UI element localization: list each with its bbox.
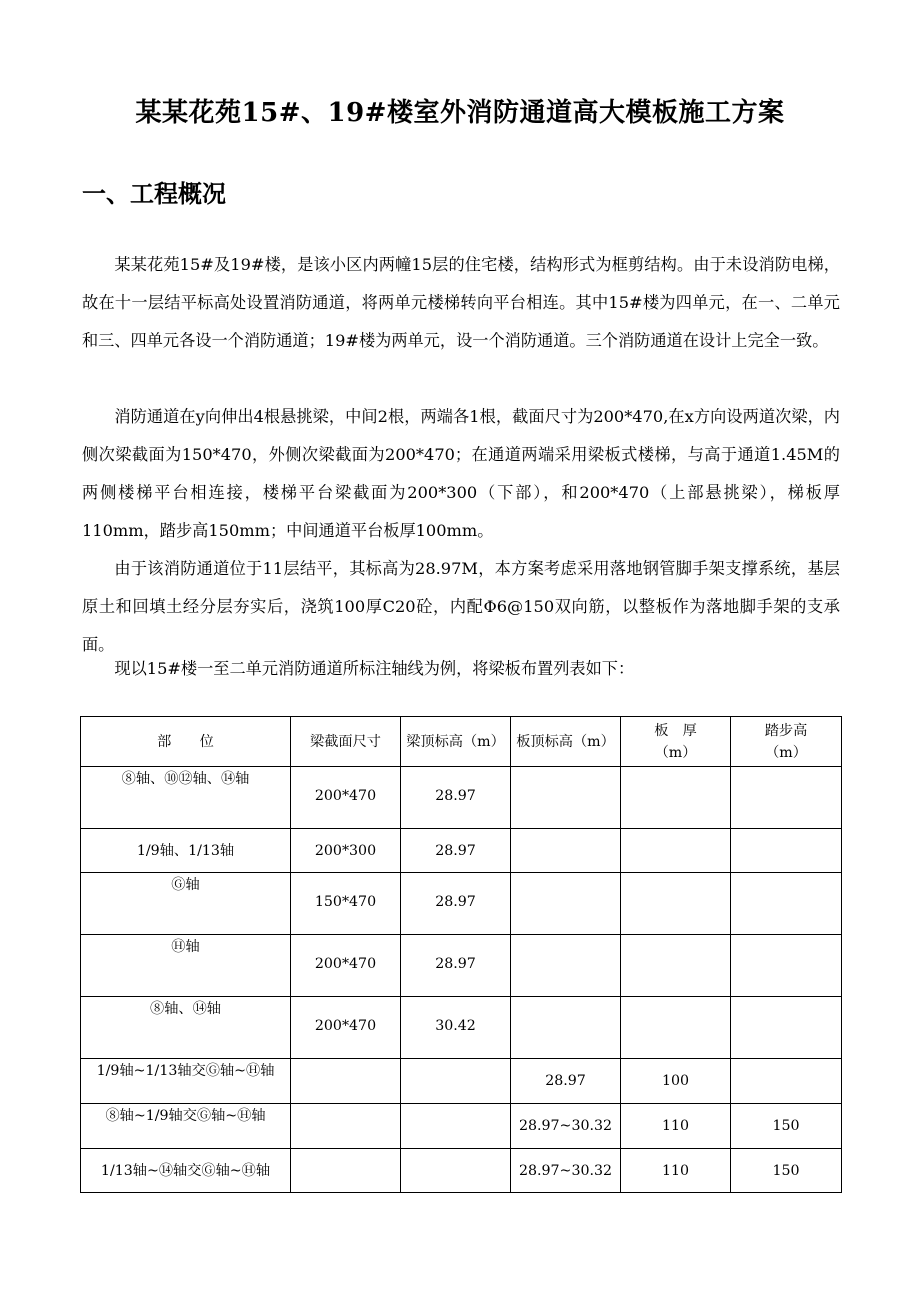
cell-step-height — [731, 767, 842, 829]
cell-location: 1/13轴~⑭轴交Ⓖ轴~Ⓗ轴 — [81, 1149, 291, 1193]
cell-slab-thickness — [621, 935, 731, 997]
header-slab-top: 板顶标高（m） — [511, 717, 621, 767]
cell-beam-section: 200*470 — [291, 767, 401, 829]
cell-slab-thickness: 110 — [621, 1149, 731, 1193]
cell-beam-section: 200*470 — [291, 935, 401, 997]
cell-location: 1/9轴、1/13轴 — [81, 829, 291, 873]
cell-beam-section: 200*300 — [291, 829, 401, 873]
beam-slab-table — [80, 716, 842, 1193]
cell-beam-top: 30.42 — [401, 997, 511, 1059]
cell-beam-top: 28.97 — [401, 767, 511, 829]
paragraph-structure: 消防通道在y向伸出4根悬挑梁，中间2根，两端各1根，截面尺寸为200*470,在x方向设两道次梁，内侧次梁截面为150*470，外侧次梁截面为200*470；在通道两端采用梁板式楼梯，与高于通道1.45M的两侧楼梯平台相连接，楼梯平台梁截面为200*300（下部），和200*470（上部悬挑梁），梯板厚110mm，踏步高150mm；中间通道平台板厚100mm。 — [82, 407, 840, 540]
cell-beam-top: 28.97 — [401, 829, 511, 873]
header-beam-top: 梁顶标高（m） — [401, 717, 511, 767]
cell-beam-section: 150*470 — [291, 873, 401, 935]
cell-slab-thickness — [621, 767, 731, 829]
table-row — [81, 1104, 842, 1149]
cell-step-height: 150 — [731, 1104, 842, 1149]
cell-beam-section: 200*470 — [291, 997, 401, 1059]
cell-location: Ⓖ轴 — [81, 873, 291, 935]
paragraph-table-intro: 现以15#楼一至二单元消防通道所标注轴线为例，将梁板布置列表如下： — [114, 659, 635, 678]
header-step-height: 踏步高 （m） — [731, 717, 842, 767]
table-row — [81, 873, 842, 935]
cell-slab-top: 28.97~30.32 — [511, 1104, 621, 1149]
cell-step-height — [731, 1059, 842, 1104]
cell-beam-section — [291, 1059, 401, 1104]
cell-beam-top: 28.97 — [401, 873, 511, 935]
paragraph-support-system: 由于该消防通道位于11层结平，其标高为28.97M，本方案考虑采用落地钢管脚手架支撑系统，基层原土和回填土经分层夯实后，浇筑100厚C20砼，内配Φ6@150双向筋，以整板作为落地脚手架的支承面。 — [82, 559, 840, 654]
cell-slab-thickness — [621, 829, 731, 873]
cell-location: ⑧轴、⑭轴 — [81, 997, 291, 1059]
cell-location: Ⓗ轴 — [81, 935, 291, 997]
cell-beam-top: 28.97 — [401, 935, 511, 997]
cell-slab-thickness: 110 — [621, 1104, 731, 1149]
table-row — [81, 829, 842, 873]
cell-slab-thickness — [621, 997, 731, 1059]
header-location: 部 位 — [81, 717, 291, 767]
cell-beam-section — [291, 1104, 401, 1149]
header-beam-section: 梁截面尺寸 — [291, 717, 401, 767]
table-row — [81, 1149, 842, 1193]
cell-slab-thickness — [621, 873, 731, 935]
cell-beam-top — [401, 1104, 511, 1149]
cell-step-height — [731, 997, 842, 1059]
table-row — [81, 935, 842, 997]
table-header-row — [81, 717, 842, 767]
document-title: 某某花苑15#、19#楼室外消防通道高大模板施工方案 — [135, 98, 785, 128]
cell-slab-top — [511, 873, 621, 935]
table-row — [81, 1059, 842, 1104]
table-row — [81, 997, 842, 1059]
cell-location: 1/9轴~1/13轴交Ⓖ轴~Ⓗ轴 — [81, 1059, 291, 1104]
table-row — [81, 767, 842, 829]
cell-slab-top — [511, 935, 621, 997]
cell-beam-top — [401, 1149, 511, 1193]
cell-slab-top: 28.97 — [511, 1059, 621, 1104]
cell-beam-top — [401, 1059, 511, 1104]
cell-location: ⑧轴、⑩⑫轴、⑭轴 — [81, 767, 291, 829]
cell-step-height — [731, 829, 842, 873]
header-slab-thickness: 板 厚 （m） — [621, 717, 731, 767]
cell-slab-top: 28.97~30.32 — [511, 1149, 621, 1193]
paragraph-overview: 某某花苑15#及19#楼，是该小区内两幢15层的住宅楼，结构形式为框剪结构。由于未设消防电梯，故在十一层结平标高处设置消防通道，将两单元楼梯转向平台相连。其中15#楼为四单元，在一、二单元和三、四单元各设一个消防通道；19#楼为两单元，设一个消防通道。三个消防通道在设计上完全一致。 — [82, 255, 840, 350]
cell-slab-top — [511, 829, 621, 873]
cell-slab-top — [511, 767, 621, 829]
cell-step-height — [731, 873, 842, 935]
cell-beam-section — [291, 1149, 401, 1193]
cell-location: ⑧轴~1/9轴交Ⓖ轴~Ⓗ轴 — [81, 1104, 291, 1149]
cell-slab-top — [511, 997, 621, 1059]
section-heading: 一、工程概况 — [82, 179, 226, 208]
cell-step-height: 150 — [731, 1149, 842, 1193]
cell-slab-thickness: 100 — [621, 1059, 731, 1104]
cell-step-height — [731, 935, 842, 997]
